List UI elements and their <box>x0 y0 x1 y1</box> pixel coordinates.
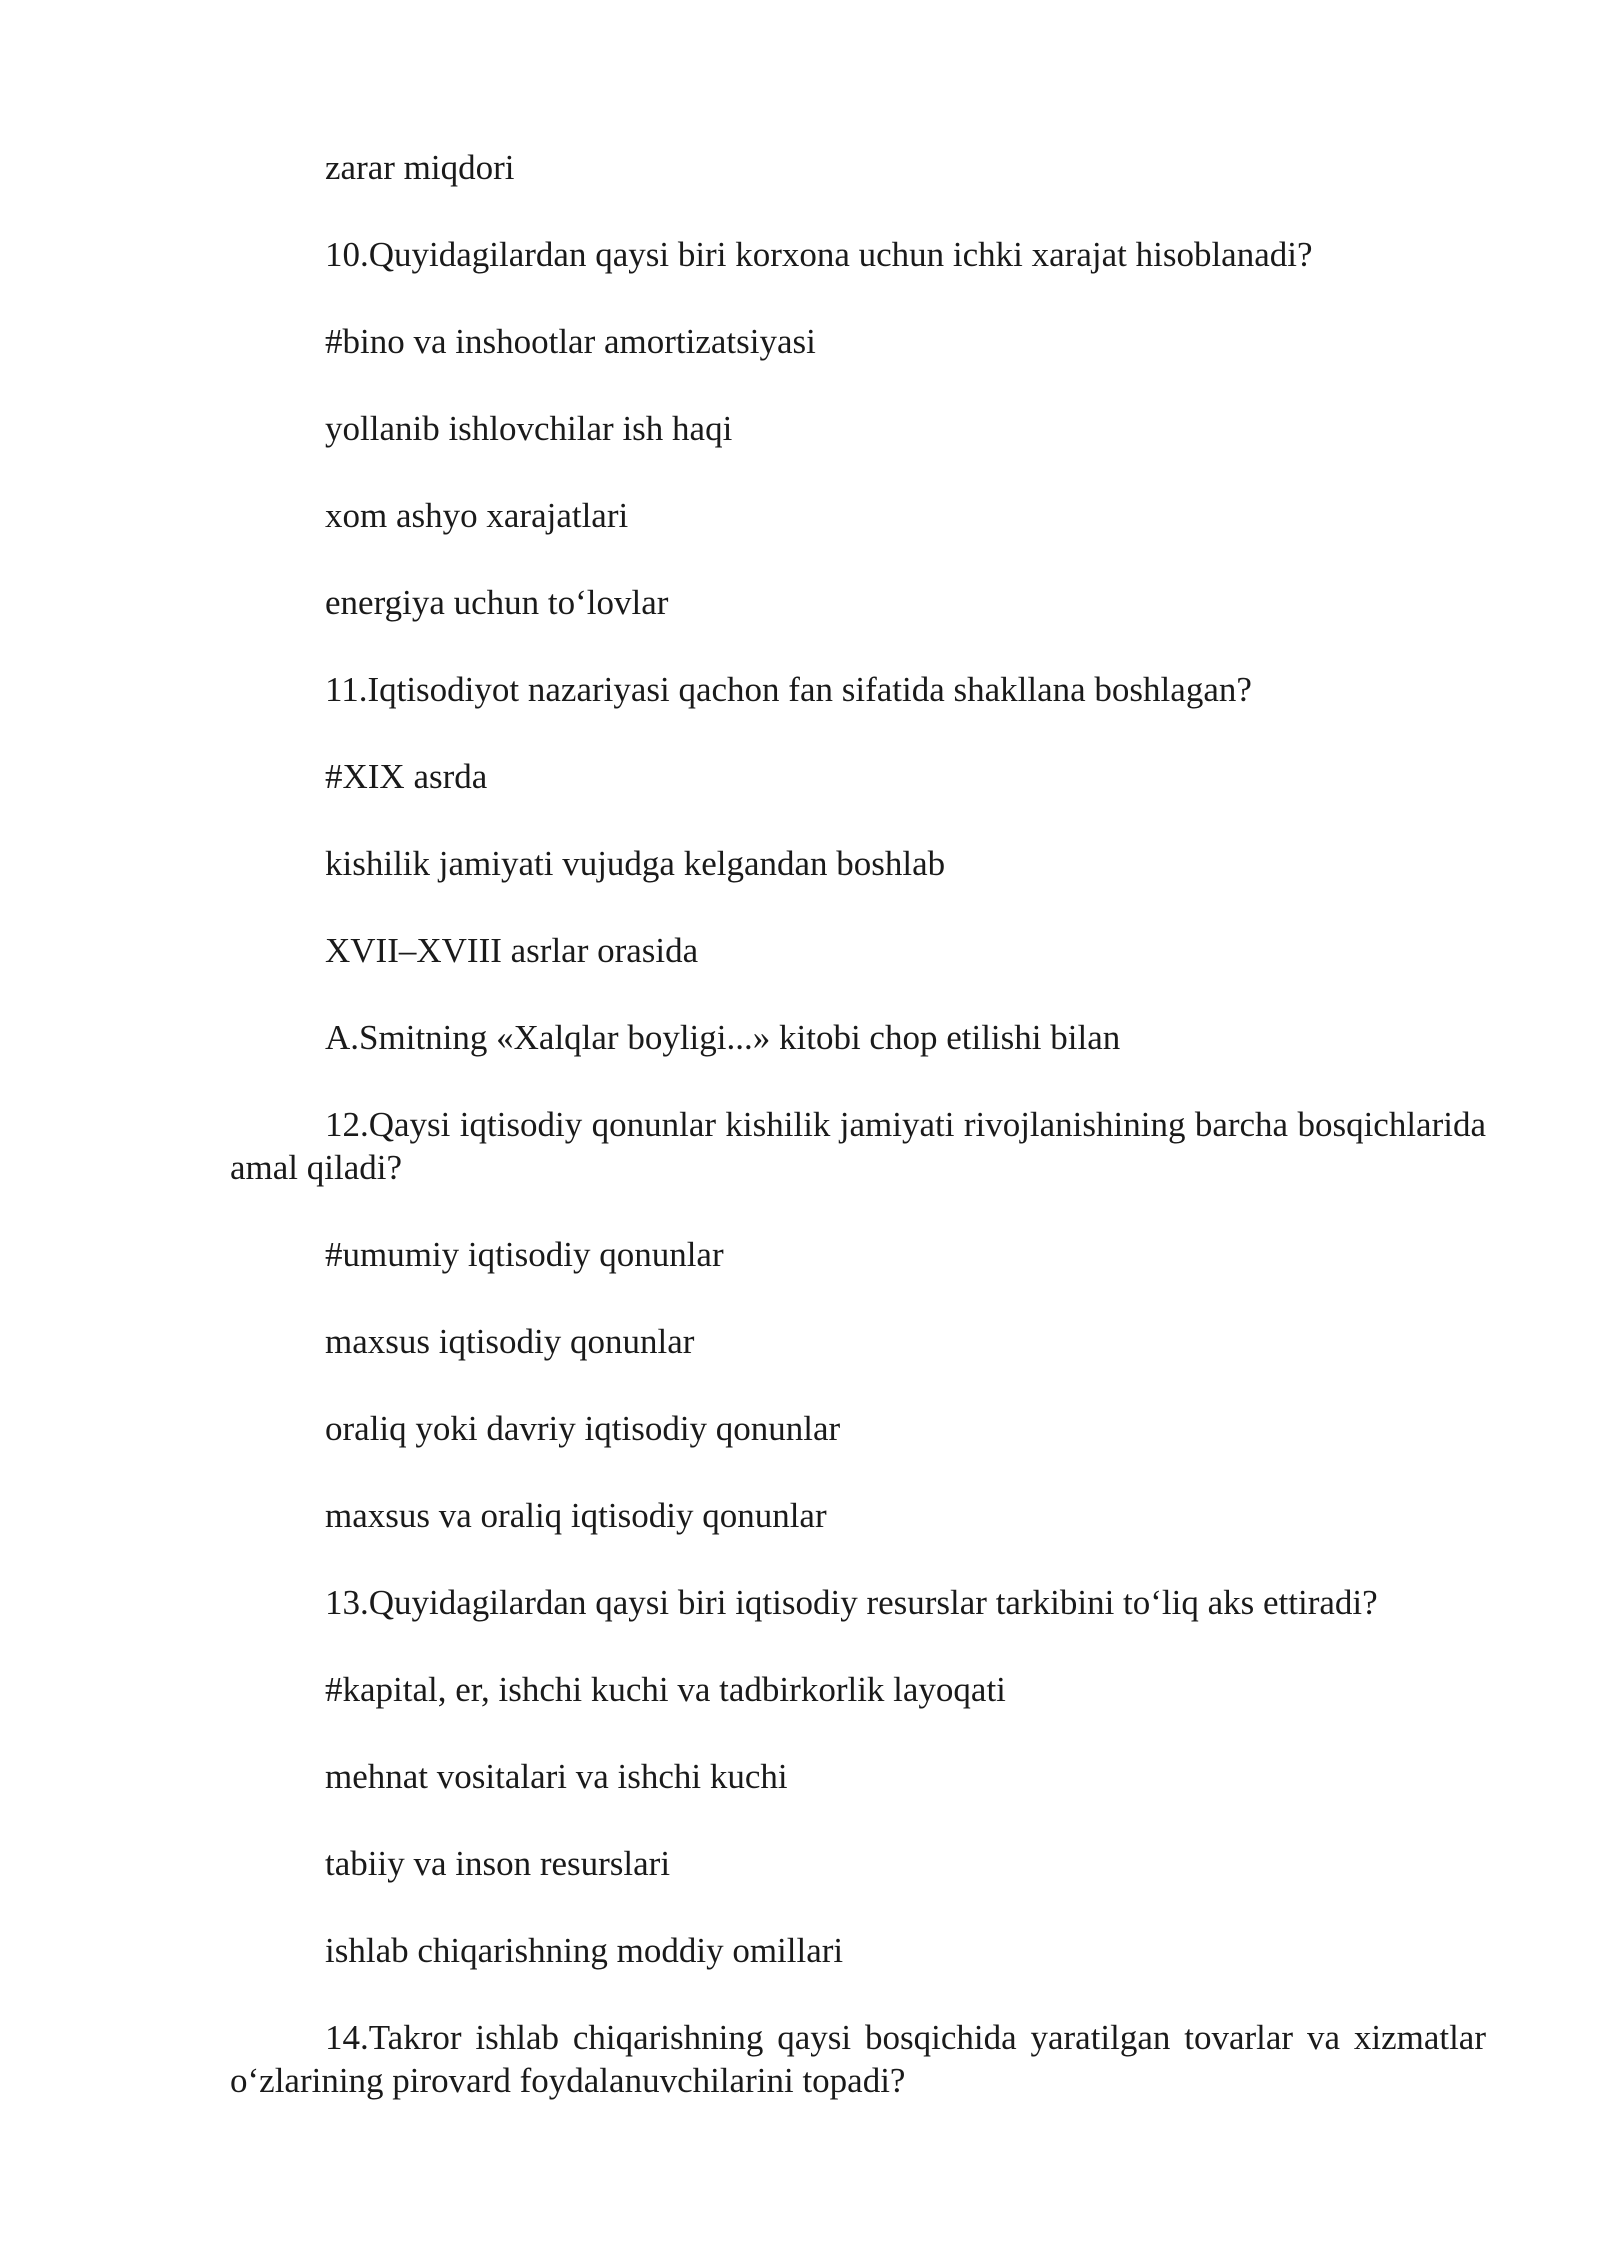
answer-option: zarar miqdori <box>325 148 515 187</box>
question-11: 11.Iqtisodiyot nazariyasi qachon fan sifatida shakllana boshlagan? <box>325 670 1252 709</box>
answer-option: #bino va inshootlar amortizatsiyasi <box>325 322 816 361</box>
answer-option: oraliq yoki davriy iqtisodiy qonunlar <box>325 1409 841 1448</box>
answer-option: kishilik jamiyati vujudga kelgandan boshlab <box>325 844 946 883</box>
answer-option: xom ashyo xarajatlari <box>325 496 629 535</box>
answer-option: yollanib ishlovchilar ish haqi <box>325 409 733 448</box>
answer-option: tabiiy va inson resurslari <box>325 1844 671 1883</box>
answer-option: XVII–XVIII asrlar orasida <box>325 931 699 970</box>
answer-option: ishlab chiqarishning moddiy omillari <box>325 1931 844 1970</box>
answer-option: #umumiy iqtisodiy qonunlar <box>325 1235 724 1274</box>
answer-option: #XIX asrda <box>325 757 488 796</box>
answer-option: maxsus iqtisodiy qonunlar <box>325 1322 695 1361</box>
document-body <box>230 146 1486 2146</box>
answer-option: maxsus va oraliq iqtisodiy qonunlar <box>325 1496 827 1535</box>
answer-option: mehnat vositalari va ishchi kuchi <box>325 1757 788 1796</box>
answer-option: #kapital, er, ishchi kuchi va tadbirkorlik layoqati <box>325 1670 1006 1709</box>
question-12: 12.Qaysi iqtisodiy qonunlar kishilik jamiyati rivojlanishining barcha bosqichlarida amal qiladi? <box>230 1105 1486 1187</box>
question-13: 13.Quyidagilardan qaysi biri iqtisodiy resurslar tarkibini to‘liq aks ettiradi? <box>325 1583 1378 1622</box>
question-10: 10.Quyidagilardan qaysi biri korxona uchun ichki xarajat hisoblanadi? <box>325 235 1313 274</box>
question-14: 14.Takror ishlab chiqarishning qaysi bosqichida yaratilgan tovarlar va xizmatlar o‘zlarining pirovard foydalanuvchilarini topadi? <box>230 2018 1486 2100</box>
answer-option: energiya uchun to‘lovlar <box>325 583 669 622</box>
answer-option: A.Smitning «Xalqlar boyligi...» kitobi chop etilishi bilan <box>325 1018 1121 1057</box>
